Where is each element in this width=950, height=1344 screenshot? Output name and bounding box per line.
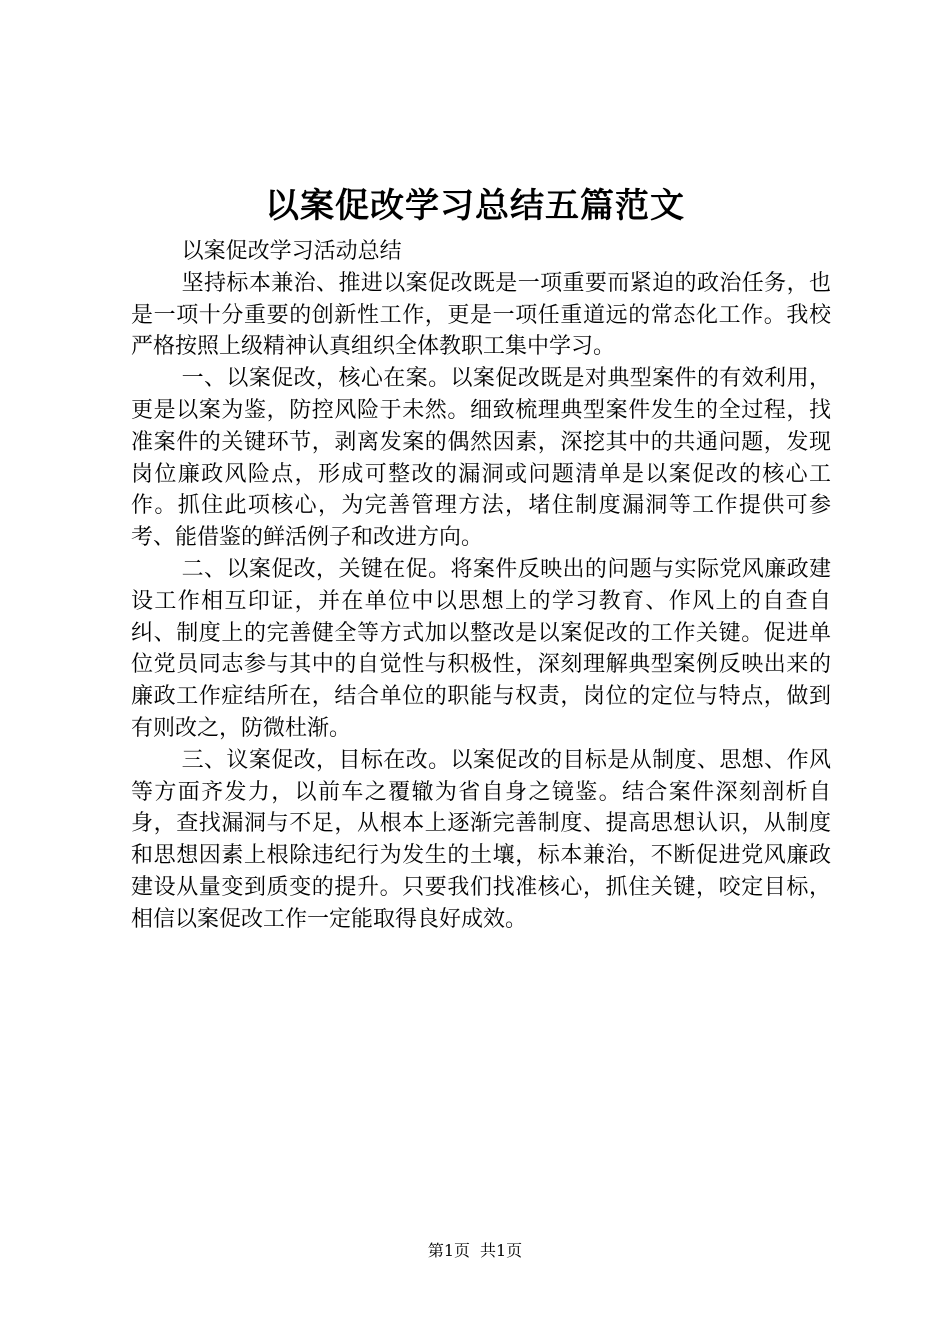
document-subtitle: 以案促改学习活动总结 (181, 239, 402, 264)
page-footer (0, 1240, 950, 1262)
paragraph-goal: 三、议案促改，目标在改。以案促改的目标是从制度、思想、作风等方面齐发力，以前车之覆辙为省自身之镜鉴。结合案件深刻剖析自身，查找漏洞与不足，从根本上逐渐完善制度、提高思想认识，从制度和思想因素上根除违纪行为发生的土壤，标本兼治，不断促进党风廉政建设从量变到质变的提升。只要我们找准核心，抓住关键，咬定目标，相信以案促改工作一定能取得良好成效。 (131, 747, 831, 932)
document-title: 以案促改学习总结五篇范文 (265, 186, 685, 226)
page-total: 共1页 (480, 1241, 523, 1260)
paragraph-key: 二、以案促改，关键在促。将案件反映出的问题与实际党风廉政建设工作相互印证，并在单位中以思想上的学习教育、作风上的自查自纠、制度上的完善健全等方式加以整改是以案促改的工作关键。促进单位党员同志参与其中的自觉性与积极性，深刻理解典型案例反映出来的廉政工作症结所在，结合单位的职能与权责，岗位的定位与特点，做到有则改之，防微杜渐。 (131, 556, 831, 741)
document-body (131, 236, 831, 936)
paragraph-core: 一、以案促改，核心在案。以案促改既是对典型案件的有效利用，更是以案为鉴，防控风险于未然。细致梳理典型案件发生的全过程，找准案件的关键环节，剥离发案的偶然因素，深挖其中的共通问题，发现岗位廉政风险点，形成可整改的漏洞或问题清单是以案促改的核心工作。抓住此项核心，为完善管理方法，堵住制度漏洞等工作提供可参考、能借鉴的鲜活例子和改进方向。 (131, 366, 831, 551)
paragraph-intro: 坚持标本兼治、推进以案促改既是一项重要而紧迫的政治任务，也是一项十分重要的创新性工作，更是一项任重道远的常态化工作。我校严格按照上级精神认真组织全体教职工集中学习。 (131, 270, 831, 360)
page-number: 第1页 (427, 1241, 470, 1260)
